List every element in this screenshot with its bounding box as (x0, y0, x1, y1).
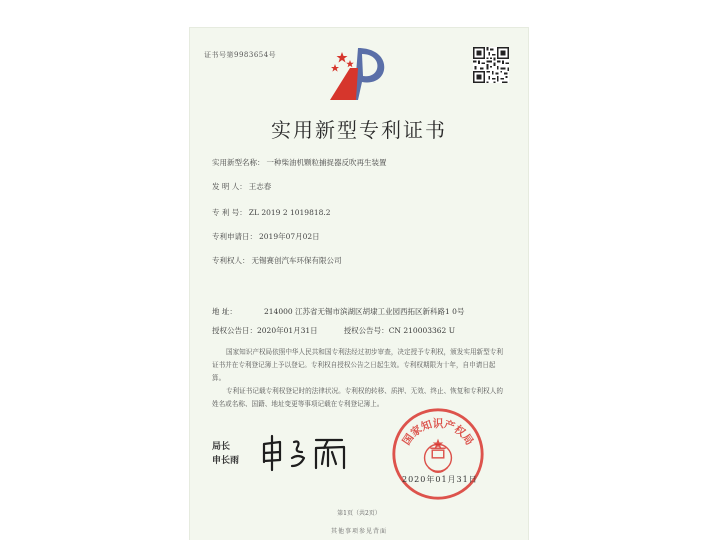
patent-number-row (212, 207, 331, 218)
patentee-label: 专利权人： (212, 256, 250, 265)
grant-number-label: 授权公告号： (343, 326, 389, 335)
inventor-row (212, 181, 271, 192)
grant-row (212, 325, 455, 336)
director-name: 申长雨 (212, 456, 240, 466)
address-value: 214000 江苏省无锡市滨湖区胡埭工业园西拓区新科路1 0号 (264, 307, 465, 316)
qr-code-icon (473, 47, 509, 83)
certificate-number: 证书号第9983654号 (204, 51, 277, 59)
grant-date-label: 授权公告日： (212, 326, 257, 335)
patent-number-label: 专 利 号： (212, 208, 247, 217)
certificate-title: 实用新型专利证书 (271, 118, 447, 142)
inventor-label: 发 明 人： (212, 182, 247, 191)
patent-number-value: ZL 2019 2 1019818.2 (248, 208, 331, 217)
inventor-value: 王志春 (248, 182, 272, 191)
address-label: 地 址： (212, 307, 237, 316)
grant-number-value: CN 210003362 U (388, 326, 456, 335)
filing-date-label: 专利申请日： (212, 232, 257, 241)
patent-office-logo-icon (328, 42, 390, 106)
official-seal-icon (390, 406, 486, 502)
director-title: 局长 (212, 442, 231, 452)
utility-model-name-label: 实用新型名称： (212, 158, 265, 167)
patentee-value: 无锡赛创汽车环保有限公司 (251, 256, 342, 265)
seal-date: 2020年01月31日 (402, 475, 478, 484)
filing-date-row (212, 231, 320, 242)
legal-status-paragraph: 专利证书记载专利权登记时的法律状况。专利权的转移、质押、无效、终止、恢复和专利权人的姓名或名称、国籍、地址变更等事项记载在专利登记簿上。 (212, 387, 503, 408)
patent-certificate (190, 28, 528, 540)
footer-note: 其他事项参见背面 (330, 528, 387, 535)
grant-statement-paragraph: 国家知识产权局依照中华人民共和国专利法经过初步审查，决定授予专利权，颁发实用新型专利证书并在专利登记簿上予以登记。专利权自授权公告之日起生效。专利权期限为十年，自申请日起算。 (212, 348, 503, 382)
grant-date-value: 2020年01月31日 (257, 326, 318, 335)
director-signature-icon (258, 432, 354, 472)
seal-arc-text: 国家知识产权局 (400, 418, 476, 448)
page-number: 第1页（共2页） (337, 510, 381, 517)
utility-model-name-row (212, 157, 387, 168)
patentee-row (212, 255, 342, 266)
utility-model-name-value: 一种柴油机颗粒捕捉器反吹再生装置 (266, 158, 387, 167)
filing-date-value: 2019年07月02日 (259, 232, 320, 241)
